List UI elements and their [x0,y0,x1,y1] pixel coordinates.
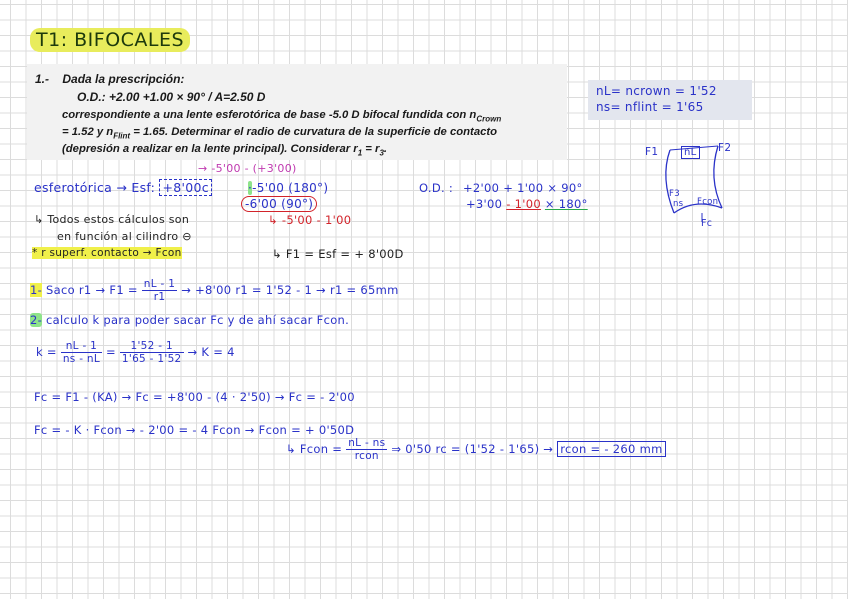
problem-line-3: correspondiente a una lente esferotórica de base -5.0 D bifocal fundida con $n_{Crown}$ [62,109,502,124]
fc-k-line: Fc = - K · Fcon → - 2'00 = - 4 Fcon → Fcon = + 0'50D [34,423,355,437]
diagram-f1: F1 [645,146,659,158]
problem-line-4: = 1.52 y $n_{Flint} = 1.65$. Determinar el radio de curvatura de la superficie de contacto [62,126,498,141]
final-answer-box: rcon = - 260 mm [557,441,665,457]
problem-statement [27,64,567,160]
k-formula: k = $\frac{nL - 1}{ns - nL}$ = $\frac{1'52 - 1}{1'65 - 1'52}$ → K = 4 [36,340,235,366]
page-title: T1: BIFOCALES [36,29,185,51]
step-1-number: 1- [30,283,43,298]
diagram-ns: ns [673,199,684,209]
title-highlight [30,28,190,52]
problem-intro: Dada la prescripción: [62,72,185,86]
fc-line: Fc = F1 - (KA) → Fc = +8'00 - (4 · 2'50) → Fc = - 2'00 [34,390,355,404]
step-2-number: 2- [30,313,43,327]
indices-box [588,80,752,120]
step-2: 2- calculo k para poder sacar Fc y de ahí sacar Fcon. [30,313,350,327]
od-line-1: +2'00 + 1'00 × 90° [463,181,583,195]
od-label: O.D. : [419,181,454,195]
problem-prescription: O.D.: +2.00 +1.00 × 90° / A=2.50 D [77,90,266,104]
note-calculations: ↳ Todos estos cálculos son [34,213,190,226]
esf-value-box: +8'00c [159,179,211,196]
cylinder-2: -6'00 (90°) [241,197,317,211]
cylinder-3: ↳ -5'00 - 1'00 [268,213,352,227]
od-line-2: +3'00 - 1'00 × 180° [466,197,588,211]
diagram-nl: nL [681,146,700,159]
problem-line-5: (depresión a realizar en la lente principal). Considerar $r_1 = r_3$. [62,143,388,158]
f1-esf-line: ↳ F1 = Esf = + 8'00D [272,247,404,261]
diagram-fc: Fc [701,218,713,229]
diagram-fcon: Fcon [697,197,719,207]
problem-number: 1.- [35,72,50,86]
index-flint: ns= nflint = 1'65 [596,100,704,114]
note-contact-surface: * r superf. contacto → Fcon [32,247,182,259]
note-cylinder: en función al cilindro ⊖ [57,230,192,243]
problem-line-1 [35,72,184,86]
diagram-f2: F2 [718,142,732,154]
esferotorica-line: esferotórica → Esf: +8'00c [34,180,212,195]
fcon-line: ↳ Fcon = $\frac{nL - ns}{\text{rcon}}$ ⇒ 0'50 rc = (1'52 - 1'65) → rcon = - 260 mm [286,437,666,462]
diagram-f3: F3 [669,189,680,199]
transposition-note: → -5'00 - (+3'00) [198,162,297,175]
index-crown: nL= ncrown = 1'52 [596,84,717,98]
cylinder-1: ·-5'00 (180°) [248,181,329,195]
step-1: 1- Saco r1 → F1 = $\frac{nL - 1}{r1}$ → +8'00 r1 = 1'52 - 1 → r1 = 65mm [30,278,399,304]
